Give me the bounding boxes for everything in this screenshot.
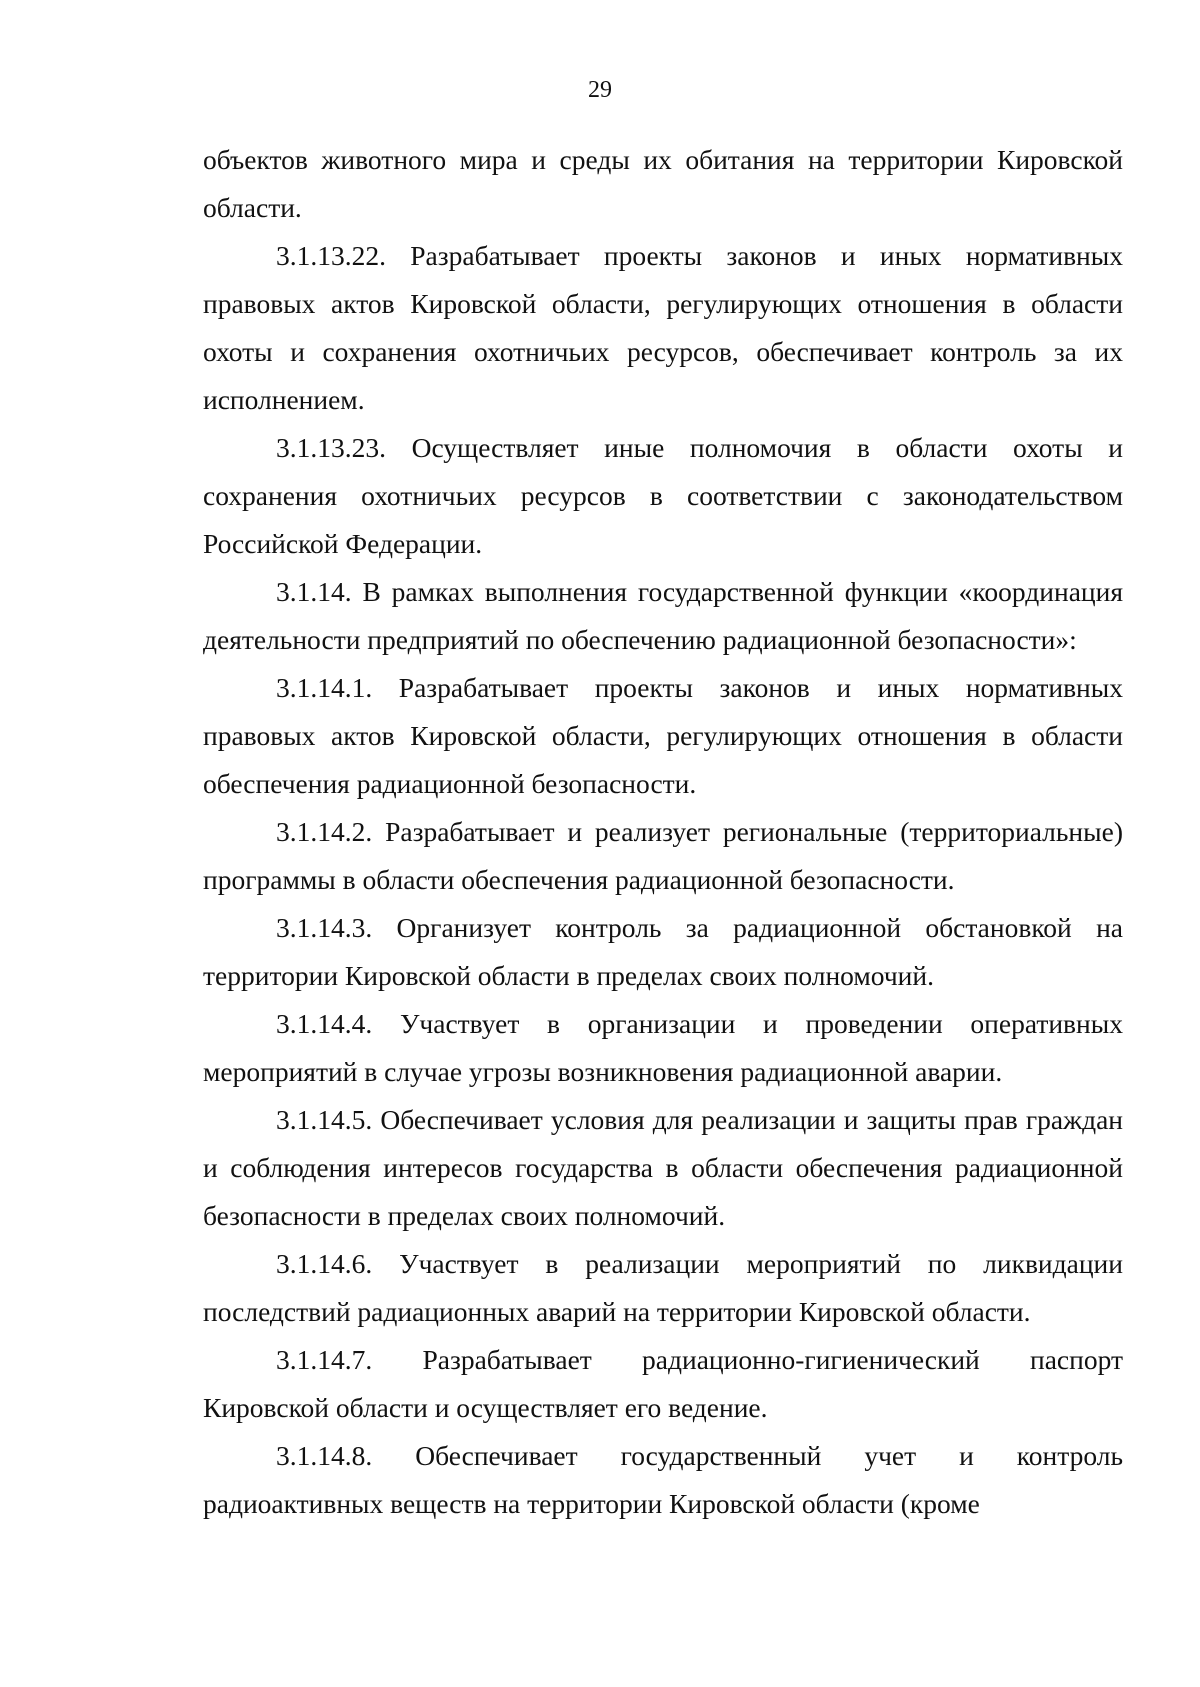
page-number: 29 — [588, 77, 612, 103]
paragraph-3-1-14: 3.1.14. В рамках выполнения государственной функции «координация деятельности предприятий по обеспечению радиационной безопасности»: — [203, 576, 1123, 655]
paragraph-3-1-14-6: 3.1.14.6. Участвует в реализации мероприятий по ликвидации последствий радиационных аварий на территории Кировской области. — [203, 1248, 1123, 1327]
paragraph-3-1-14-2: 3.1.14.2. Разрабатывает и реализует региональные (территориальные) программы в области обеспечения радиационной безопасности. — [203, 816, 1123, 895]
paragraph-3-1-14-5: 3.1.14.5. Обеспечивает условия для реализации и защиты прав граждан и соблюдения интересов государства в области обеспечения радиационной безопасности в пределах своих полномочий. — [203, 1104, 1123, 1231]
paragraph-3-1-14-4: 3.1.14.4. Участвует в организации и проведении оперативных мероприятий в случае угрозы возникновения радиационной аварии. — [203, 1008, 1123, 1087]
paragraph-3-1-14-7: 3.1.14.7. Разрабатывает радиационно-гигиенический паспорт Кировской области и осуществляет его ведение. — [203, 1344, 1123, 1423]
paragraph-3-1-14-1: 3.1.14.1. Разрабатывает проекты законов и иных нормативных правовых актов Кировской области, регулирующих отношения в области обеспечения радиационной безопасности. — [203, 672, 1123, 799]
paragraph-3-1-14-8: 3.1.14.8. Обеспечивает государственный учет и контроль радиоактивных веществ на территории Кировской области (кроме — [203, 1440, 1123, 1519]
paragraph-continuation: объектов животного мира и среды их обитания на территории Кировской области. — [203, 144, 1123, 223]
paragraph-3-1-13-23: 3.1.13.23. Осуществляет иные полномочия в области охоты и сохранения охотничьих ресурсов в соответствии с законодательством Российской Федерации. — [203, 432, 1123, 559]
paragraph-3-1-13-22: 3.1.13.22. Разрабатывает проекты законов и иных нормативных правовых актов Кировской области, регулирующих отношения в области охоты и сохранения охотничьих ресурсов, обеспечивает контроль за их исполнением. — [203, 240, 1123, 415]
document-body — [203, 136, 1123, 1528]
paragraph-3-1-14-3: 3.1.14.3. Организует контроль за радиационной обстановкой на территории Кировской области в пределах своих полномочий. — [203, 912, 1123, 991]
